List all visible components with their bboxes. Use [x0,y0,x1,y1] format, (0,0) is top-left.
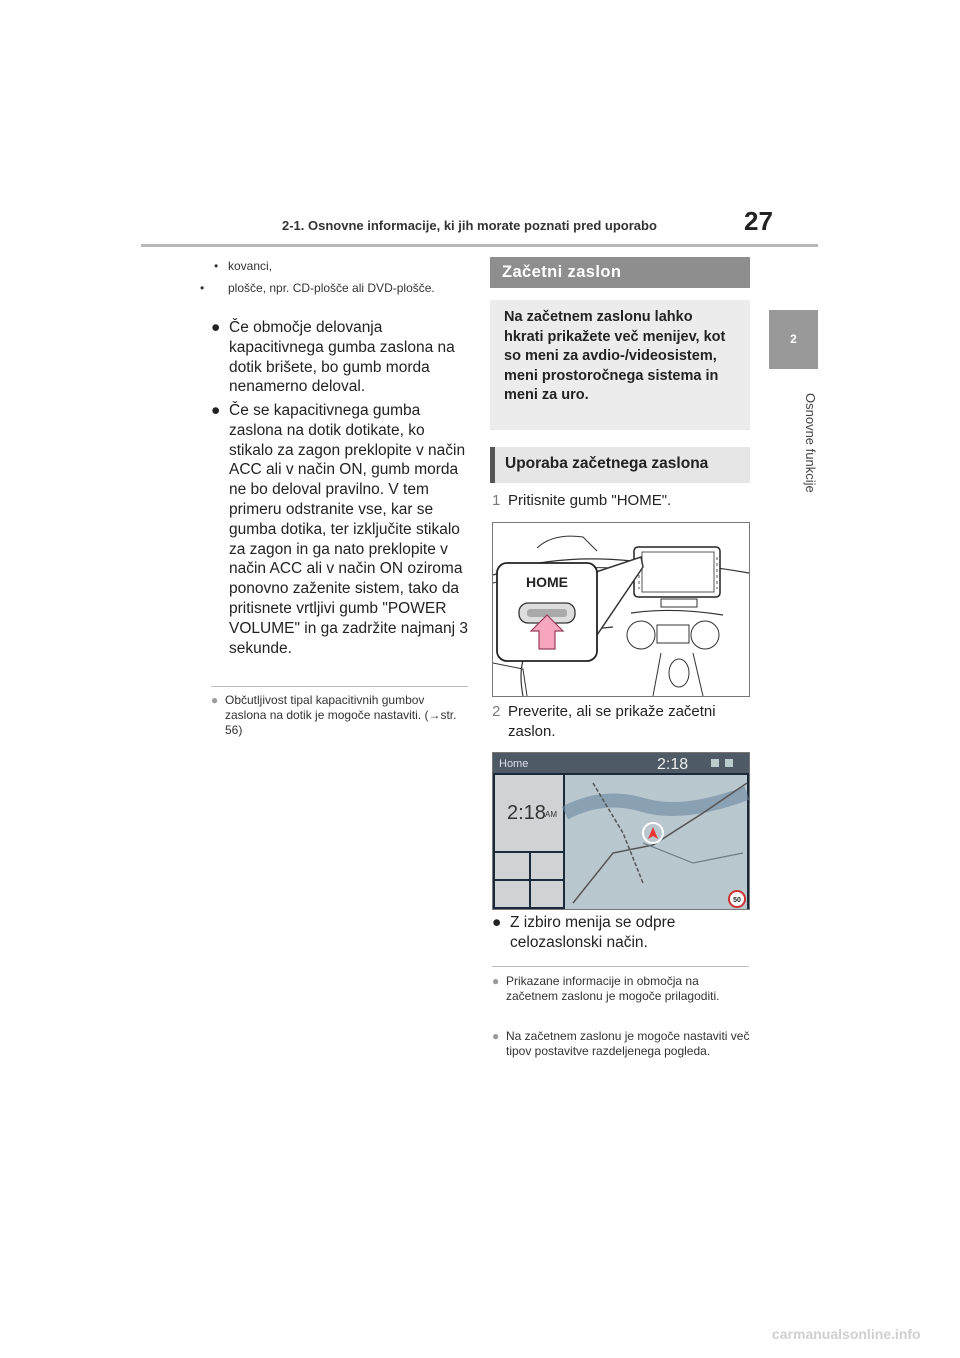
list-item-text: Z izbiro menija se odpre celozaslonski način. [510,914,676,951]
home-screen-illustration [492,752,750,910]
chapter-tab [769,310,818,369]
intro-box [490,300,750,430]
subsection-bar [490,447,495,483]
bullet-marker: ● [492,914,502,931]
dashboard-illustration [492,522,750,697]
home-screen-time: 2:18 [657,756,689,773]
bullet-marker: • [200,281,205,295]
header-rule [141,244,818,247]
note [492,1029,750,1059]
note-divider [492,966,749,967]
list-item-text: plošče, npr. CD-plošče ali DVD-plošče. [228,281,435,295]
home-label: HOME [526,574,568,590]
home-screen-clock: 2:18 [507,802,546,824]
section-heading-text: Začetni zaslon [502,263,622,281]
chapter-tab-label-text: Osnovne funkcije [803,393,818,493]
intro-text: Na začetnem zaslonu lahko hkrati prikažete več menijev, kot so meni za avdio-/videosistem, meni prostoročnega sistema in meni za uro. [504,309,726,404]
note-text: Občutljivost tipal kapacitivnih gumbov zaslona na dotik je mogoče nastaviti. (→str. 56) [225,693,457,737]
chapter-tab-label [769,378,818,508]
list-item [200,280,448,296]
speed-limit-value: 50 [733,897,741,904]
note-marker: ● [492,974,500,988]
list-item-text: Če območje delovanja kapacitivnega gumba zaslona na dotik brišete, bo gumb morda nenamerno deloval. [229,319,455,396]
bullet-marker: ● [211,402,221,419]
note-text: Prikazane informacije in območja na začetnem zaslonu je mogoče prilagoditi. [506,974,720,1003]
subsection-heading-text: Uporaba začetnega zaslona [505,455,709,472]
page-number: 27 [744,206,773,236]
note-marker: ● [492,1029,500,1043]
bullet-marker: ● [211,319,221,336]
bullet-marker: • [214,259,219,273]
section-heading [490,257,750,288]
chapter-tab-number: 2 [790,332,797,346]
note [492,974,750,1004]
home-screen-ampm: AM [545,810,557,819]
watermark: carmanualsonline.info [772,1326,921,1342]
list-item [211,318,469,397]
step-2 [492,702,750,741]
note-marker: ● [211,693,219,707]
step-1 [492,491,750,511]
list-item [214,258,454,274]
home-screen-title: Home [499,758,529,770]
step-number: 1 [492,492,501,509]
dashboard-drawing [493,523,749,696]
step-text: Preverite, ali se prikaže začetni zaslon. [508,703,716,740]
list-item-text: kovanci, [228,259,273,273]
subsection-heading [490,447,750,483]
list-item-text: Če se kapacitivnega gumba zaslona na dotik dotikate, ko stikalo za zagon preklopite v način ACC ali v način ON, gumb morda ne bo deloval pravilno. V tem primeru odstranite vse, kar se gumba dotika, ter izključite stikalo za zagon in ga nato preklopite v način ACC ali v način ON oziroma ponovno zaženite sistem, tako da pritisnete vrtljivi gumb "POWER VOLUME" in ga zadržite najmanj 3 sekunde. [229,402,468,657]
note [211,693,469,738]
step-text: Pritisnite gumb "HOME". [508,492,672,509]
note-divider [211,686,468,687]
home-screen-drawing [493,753,749,909]
list-item [492,913,750,953]
note-text: Na začetnem zaslonu je mogoče nastaviti več tipov postavitve razdeljenega pogleda. [506,1029,750,1058]
list-item [211,401,469,658]
chapter-title: 2-1. Osnovne informacije, ki jih morate poznati pred uporabo [282,218,657,233]
step-number: 2 [492,703,501,720]
